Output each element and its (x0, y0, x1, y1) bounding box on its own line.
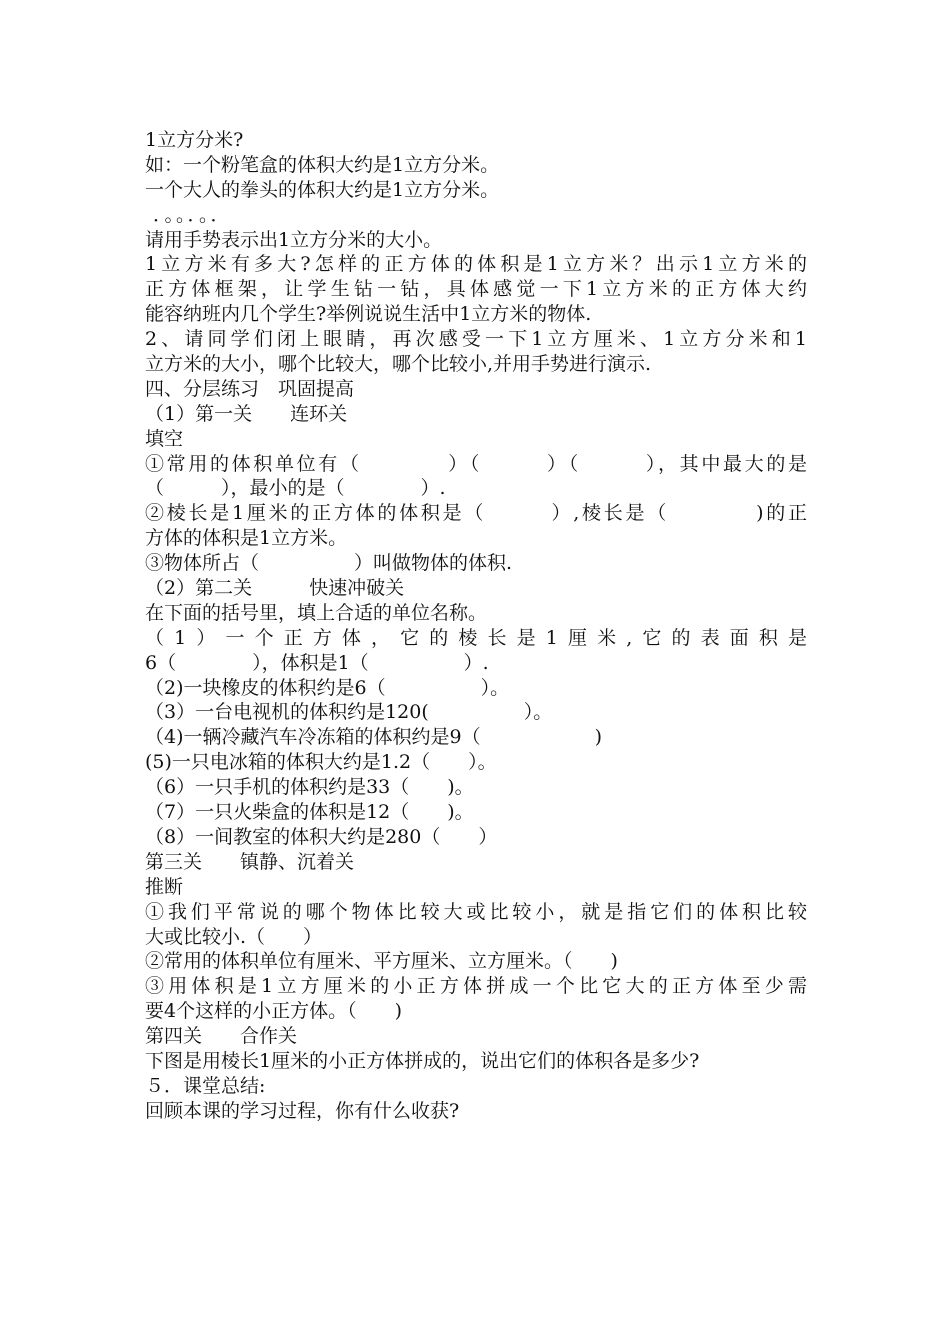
text-line: 推断 (145, 875, 184, 898)
text-line: 在下面的括号里，填上合适的单位名称。 (145, 601, 488, 624)
level-heading: （1）第一关 连环关 (145, 402, 348, 425)
text-line: 正方体框架，让学生钻一钻，具体感觉一下1立方米的正方体大约 (145, 278, 807, 301)
text-line: 能容纳班内几个学生?举例说说生活中1立方米的物体. (145, 303, 592, 326)
section-heading: 四、分层练习 巩固提高 (145, 377, 355, 400)
text-line: ③物体所占（ ）叫做物体的体积. (145, 552, 513, 575)
text-line: 如：一个粉笔盒的体积大约是1立方分米。 (145, 153, 500, 176)
text-line: （1）一个正方体，它的棱长是1厘米,它的表面积是 (145, 626, 807, 649)
level-heading: 第四关 合作关 (145, 1025, 298, 1048)
text-line: （7）一只火柴盒的体积是12（ )。 (145, 801, 474, 824)
level-heading: 第三关 镇静、沉着关 (145, 850, 355, 873)
text-line: 大或比较小.（ ） (145, 925, 323, 948)
text-line: 填空 (145, 427, 184, 450)
text-line: 立方米的大小，哪个比较大，哪个比较小,并用手势进行演示. (145, 353, 652, 376)
text-line: 1立方分米? (145, 129, 244, 151)
text-line: 2、请同学们闭上眼睛，再次感受一下1立方厘米、1立方分米和1 (145, 328, 807, 351)
text-line: （3）一台电视机的体积约是120( ）。 (145, 701, 553, 724)
document-body (145, 128, 807, 1124)
text-line: ．。。．。． (153, 203, 232, 226)
text-line: ①常用的体积单位有（ ）（ ）（ ），其中最大的是 (145, 452, 807, 475)
text-line: （ ），最小的是（ ）. (145, 477, 446, 500)
text-line: 下图是用棱长1厘米的小正方体拼成的，说出它们的体积各是多少? (145, 1049, 700, 1072)
text-line: 1立方米有多大?怎样的正方体的体积是1立方米？出示1立方米的 (145, 253, 807, 276)
text-line: ②常用的体积单位有厘米、平方厘米、立方厘米。（ ) (145, 950, 618, 973)
text-line: 方体的体积是1立方米。 (145, 527, 348, 550)
text-line: 一个大人的拳头的体积大约是1立方分米。 (145, 178, 500, 201)
text-line: （8）一间教室的体积大约是280（ ） (145, 825, 498, 848)
text-line: （2)一块橡皮的体积约是6（ ）。 (145, 676, 510, 699)
text-line: (5)一只电冰箱的体积大约是1.2（ ）。 (145, 751, 497, 774)
text-line: ③用体积是1立方厘米的小正方体拼成一个比它大的正方体至少需 (145, 975, 807, 998)
text-line: 要4个这样的小正方体。（ ) (145, 1000, 403, 1023)
text-line: （4)一辆冷藏汽车冷冻箱的体积约是9（ ) (145, 726, 603, 749)
text-line: ②棱长是1厘米的正方体的体积是（ ）,棱长是（ )的正 (145, 502, 807, 525)
level-heading: （2）第二关 快速冲破关 (145, 577, 405, 600)
section-heading: ５．课堂总结: (145, 1074, 266, 1097)
text-line: 6（ ），体积是1（ ）. (145, 651, 489, 674)
text-line: ①我们平常说的哪个物体比较大或比较小，就是指它们的体积比较 (145, 900, 807, 923)
text-line: （6）一只手机的体积约是33（ )。 (145, 776, 474, 799)
text-line: 请用手势表示出1立方分米的大小。 (145, 228, 443, 251)
text-line: 回顾本课的学习过程，你有什么收获? (145, 1099, 460, 1122)
